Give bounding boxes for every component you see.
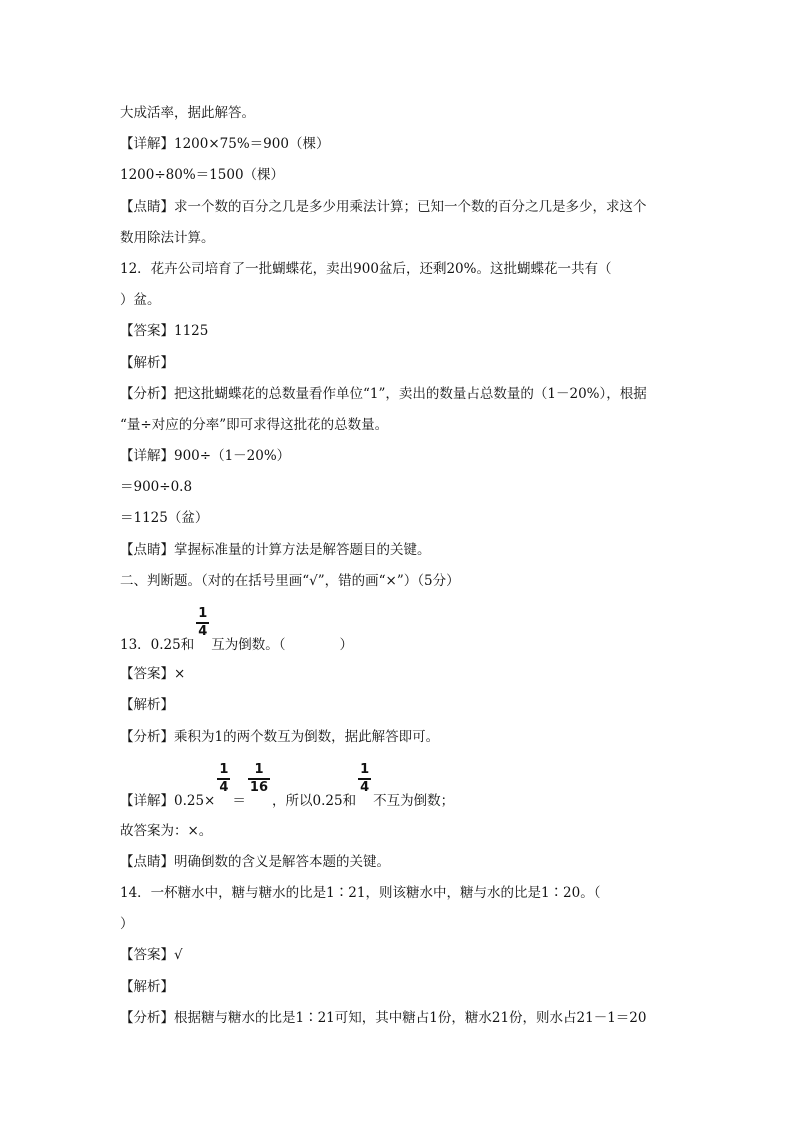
text-line: 【详解】1200×75%＝900（棵）	[120, 136, 330, 152]
text-line: 大成活率，据此解答。	[120, 105, 255, 121]
fraction	[217, 763, 230, 795]
analysis-heading: 【解析】	[120, 979, 174, 995]
text-line: “量÷对应的分率”即可求得这批花的总数量。	[120, 417, 389, 433]
fraction-denominator: 4	[219, 780, 229, 795]
text-line: 故答案为：×。	[120, 823, 213, 839]
text-line: 【点睛】掌握标准量的计算方法是解答题目的关键。	[120, 542, 431, 558]
section-heading: 二、判断题。（对的在括号里画“√”，错的画“×”）（5分）	[120, 573, 460, 589]
text-line: ）盆。	[120, 292, 161, 308]
text-fragment: 不互为倒数；	[373, 793, 455, 809]
question-14: 14．一杯糖水中，糖与糖水的比是1∶21，则该糖水中，糖与水的比是1∶20。（	[120, 885, 601, 901]
text-line: 【详解】900÷（1－20%）	[120, 448, 291, 464]
text-line: 【分析】把这批蝴蝶花的总数量看作单位“1”，卖出的数量占总数量的（1－20%），根据	[120, 386, 647, 402]
answer-line: 【答案】1125	[120, 323, 209, 339]
detail-line	[120, 763, 454, 810]
fraction	[248, 763, 270, 795]
fraction-numerator: 1	[360, 762, 370, 777]
fraction-numerator: 1	[198, 606, 208, 621]
text-line: ＝900÷0.8	[120, 479, 193, 495]
text-line: 【点睛】明确倒数的含义是解答本题的关键。	[120, 854, 390, 870]
text-line: 【点睛】求一个数的百分之几是多少用乘法计算；已知一个数的百分之几是多少，求这个	[120, 199, 647, 215]
fraction-denominator: 4	[360, 780, 370, 795]
text-line: 1200÷80%＝1500（棵）	[120, 167, 285, 183]
fraction-numerator: 1	[219, 762, 229, 777]
text-line: ）	[120, 916, 134, 932]
question-13	[120, 607, 353, 654]
text-line: 【分析】乘积为1的两个数互为倒数，据此解答即可。	[120, 729, 440, 745]
fraction-denominator: 16	[249, 780, 269, 795]
text-fragment: ，所以0.25和	[272, 793, 357, 809]
text-line: ＝1125（盆）	[120, 510, 209, 526]
fraction	[196, 607, 209, 639]
text-line: 数用除法计算。	[120, 230, 215, 246]
text-fragment: 互为倒数。（ ）	[211, 637, 354, 653]
answer-line: 【答案】√	[120, 947, 183, 963]
fraction-denominator: 4	[198, 624, 208, 639]
text-fragment: 【详解】0.25×	[120, 793, 216, 809]
analysis-heading: 【解析】	[120, 355, 174, 371]
text-fragment: ＝	[232, 793, 246, 809]
analysis-heading: 【解析】	[120, 697, 174, 713]
text-line: 【分析】根据糖与糖水的比是1∶21可知，其中糖占1份，糖水21份，则水占21－1＝20	[120, 1010, 647, 1026]
answer-line: 【答案】×	[120, 666, 186, 682]
fraction-numerator: 1	[254, 762, 264, 777]
fraction	[358, 763, 371, 795]
text-fragment: 13．0.25和	[120, 637, 195, 653]
question-12: 12．花卉公司培育了一批蝴蝶花，卖出900盆后，还剩20%。这批蝴蝶花一共有（	[120, 261, 612, 277]
